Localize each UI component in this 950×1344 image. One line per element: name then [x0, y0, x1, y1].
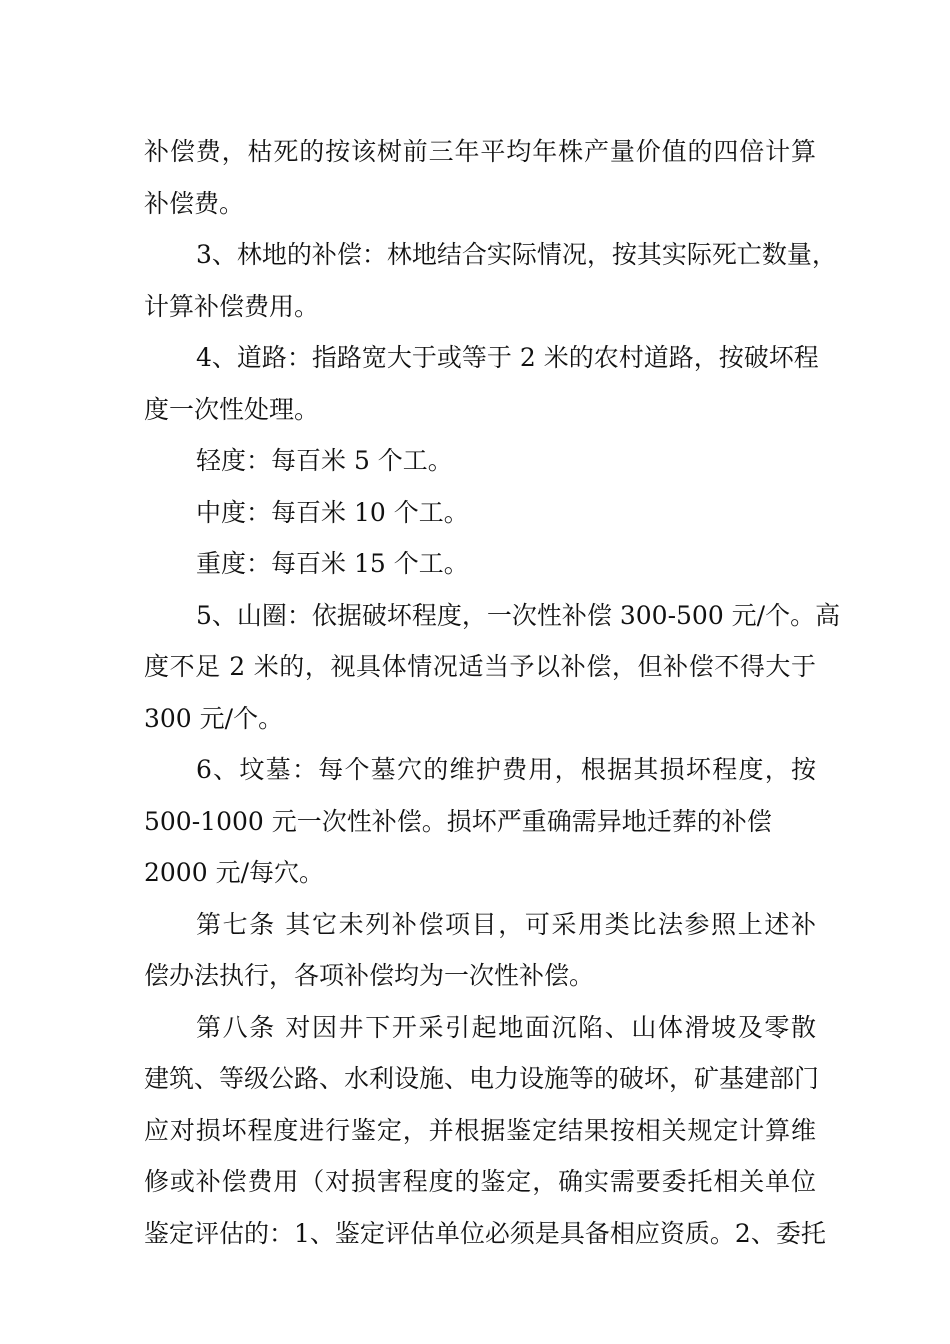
text-line: 鉴定评估的：1、鉴定评估单位必须是具备相应资质。2、委托	[144, 1218, 826, 1248]
text-line: 重度：每百米 15 个工。	[196, 549, 469, 578]
text-line: 建筑、等级公路、水利设施、电力设施等的破坏，矿基建部门	[144, 1064, 820, 1093]
text-line: 修或补偿费用（对损害程度的鉴定，确实需要委托相关单位	[144, 1167, 816, 1196]
text-line: 中度：每百米 10 个工。	[196, 497, 469, 527]
text-line: 补偿费。	[144, 188, 245, 218]
text-line: 300 元/个。	[144, 703, 284, 733]
document-body	[144, 126, 841, 1259]
text-line: 第七条 其它未列补偿项目，可采用类比法参照上述补	[196, 909, 816, 939]
text-line: 度一次性处理。	[144, 394, 320, 424]
text-line: 补偿费，枯死的按该树前三年平均年株产量价值的四倍计算	[144, 137, 816, 166]
text-line: 第八条 对因井下开采引起地面沉陷、山体滑坡及零散	[196, 1012, 816, 1042]
text-line: 度不足 2 米的，视具体情况适当予以补偿，但补偿不得大于	[144, 652, 816, 681]
text-line: 5、山圈：依据破坏程度，一次性补偿 300-500 元/个。高	[196, 600, 841, 630]
text-line: 4、道路：指路宽大于或等于 2 米的农村道路，按破坏程	[196, 343, 819, 372]
text-line: 2000 元/每穴。	[144, 858, 324, 887]
text-line: 500-1000 元一次性补偿。损坏严重确需异地迁葬的补偿	[144, 806, 772, 836]
text-line: 3、林地的补偿：林地结合实际情况，按其实际死亡数量，	[196, 240, 837, 269]
text-line: 计算补偿费用。	[144, 291, 320, 321]
text-line: 应对损坏程度进行鉴定，并根据鉴定结果按相关规定计算维	[144, 1115, 816, 1145]
text-line: 轻度：每百米 5 个工。	[196, 446, 453, 475]
text-line: 偿办法执行，各项补偿均为一次性补偿。	[144, 961, 595, 990]
text-line: 6、坟墓：每个墓穴的维护费用，根据其损坏程度，按	[196, 755, 816, 784]
